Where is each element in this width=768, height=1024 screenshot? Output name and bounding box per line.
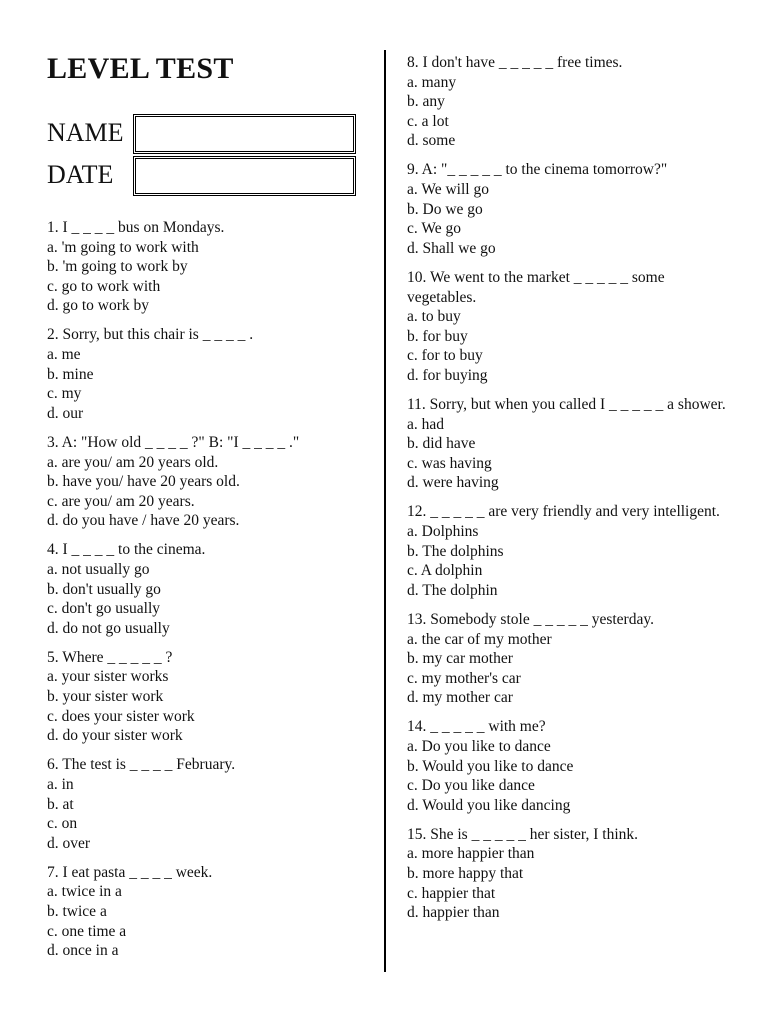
question-text: 4. I _ _ _ _ to the cinema. [47, 541, 206, 559]
answer-option: b. mine [47, 365, 94, 383]
answer-option: c. We go [407, 220, 461, 238]
answer-option: b. The dolphins [407, 542, 504, 560]
answer-option: b. at [47, 795, 74, 813]
question-block [407, 502, 732, 600]
answer-option: b. twice a [47, 903, 107, 920]
question-text: 8. I don't have _ _ _ _ _ free times. [407, 54, 623, 71]
answer-option: a. are you/ am 20 years old. [47, 453, 219, 471]
answer-option: d. go to work by [47, 297, 150, 315]
answer-option: b. Would you like to dance [407, 757, 574, 775]
question-text: 6. The test is _ _ _ _ February. [47, 756, 236, 774]
answer-option: d. my mother car [407, 689, 513, 707]
answer-option: d. were having [407, 474, 499, 492]
question-text: 9. A: "_ _ _ _ _ to the cinema tomorrow?" [407, 161, 668, 179]
answer-option: c. for to buy [407, 347, 483, 365]
answer-option: d. our [47, 404, 84, 422]
date-label: DATE [47, 160, 114, 189]
answer-option: d. Would you like dancing [407, 796, 571, 814]
answer-option: c. my mother's car [407, 669, 521, 687]
answer-option: a. had [407, 415, 445, 433]
question-block [47, 433, 372, 531]
answer-option: d. Shall we go [407, 239, 496, 257]
question-text: 11. Sorry, but when you called I _ _ _ _ _ a shower. [407, 396, 726, 413]
question-block [407, 53, 732, 151]
question-text: 14. _ _ _ _ _ with me? [407, 718, 546, 736]
answer-option: c. was having [407, 454, 492, 472]
answer-option: a. not usually go [47, 561, 150, 578]
question-text: 1. I _ _ _ _ bus on Mondays. [47, 219, 225, 236]
answer-option: d. do your sister work [47, 727, 183, 745]
name-field[interactable] [133, 114, 356, 154]
answer-option: a. me [47, 346, 81, 364]
answer-option: b. Do we go [407, 200, 483, 218]
answer-option: c. one time a [47, 922, 127, 940]
question-text: 2. Sorry, but this chair is _ _ _ _ . [47, 326, 254, 344]
answer-option: a. more happier than [407, 845, 535, 863]
answer-option: a. Do you like to dance [407, 738, 551, 755]
answer-option: b. don't usually go [47, 580, 161, 598]
answer-option: d. some [407, 132, 456, 150]
answer-option: a. twice in a [47, 883, 122, 901]
right-question-column [407, 53, 732, 932]
answer-option: c. A dolphin [407, 562, 483, 580]
question-text: 7. I eat pasta _ _ _ _ week. [47, 863, 213, 881]
answer-option: c. does your sister work [47, 707, 195, 725]
question-text: 12. _ _ _ _ _ are very friendly and very intelligent. [407, 503, 720, 521]
question-text: 15. She is _ _ _ _ _ her sister, I think. [407, 825, 639, 843]
answer-option: c. Do you like dance [407, 777, 535, 795]
question-text: 10. We went to the market _ _ _ _ _ some vegetables. [407, 268, 665, 306]
answer-option: d. over [47, 834, 91, 852]
question-block [47, 325, 372, 423]
answer-option: b. did have [407, 435, 476, 453]
left-question-column [47, 218, 372, 970]
name-label: NAME [47, 118, 124, 147]
question-block [47, 755, 372, 853]
test-title: LEVEL TEST [47, 52, 234, 85]
question-block [407, 160, 732, 258]
answer-option: a. to buy [407, 308, 461, 326]
question-block [407, 825, 732, 923]
answer-option: c. a lot [407, 112, 449, 130]
question-block [47, 648, 372, 746]
answer-option: a. We will go [407, 181, 489, 199]
answer-option: a. Dolphins [407, 523, 479, 541]
question-text: 3. A: "How old _ _ _ _ ?" B: "I _ _ _ _ ." [47, 433, 300, 451]
answer-option: c. don't go usually [47, 600, 161, 618]
question-block [47, 540, 372, 638]
answer-option: b. any [407, 93, 445, 111]
answer-option: b. my car mother [407, 650, 513, 668]
column-divider [384, 50, 386, 972]
question-block [407, 610, 732, 708]
answer-option: b. your sister work [47, 688, 164, 706]
answer-option: d. once in a [47, 942, 119, 960]
answer-option: c. my [47, 385, 82, 403]
answer-option: c. are you/ am 20 years. [47, 492, 195, 510]
question-block [47, 218, 372, 316]
answer-option: a. many [407, 73, 457, 91]
answer-option: c. on [47, 815, 78, 833]
question-block [407, 268, 732, 386]
answer-option: a. the car of my mother [407, 630, 552, 648]
answer-option: b. more happy that [407, 865, 524, 883]
answer-option: b. for buy [407, 327, 468, 345]
date-field[interactable] [133, 156, 356, 196]
question-text: 5. Where _ _ _ _ _ ? [47, 648, 173, 666]
question-block [407, 395, 732, 493]
question-block [407, 717, 732, 815]
answer-option: d. do not go usually [47, 619, 170, 637]
answer-option: c. go to work with [47, 277, 161, 295]
answer-option: b. have you/ have 20 years old. [47, 473, 240, 491]
answer-option: b. 'm going to work by [47, 258, 188, 276]
answer-option: a. 'm going to work with [47, 238, 199, 256]
answer-option: a. in [47, 775, 74, 793]
answer-option: d. The dolphin [407, 581, 498, 599]
answer-option: d. do you have / have 20 years. [47, 512, 240, 530]
question-text: 13. Somebody stole _ _ _ _ _ yesterday. [407, 610, 654, 628]
answer-option: d. happier than [407, 904, 500, 922]
answer-option: a. your sister works [47, 668, 169, 686]
question-block [47, 863, 372, 961]
answer-option: d. for buying [407, 366, 488, 384]
answer-option: c. happier that [407, 884, 496, 902]
